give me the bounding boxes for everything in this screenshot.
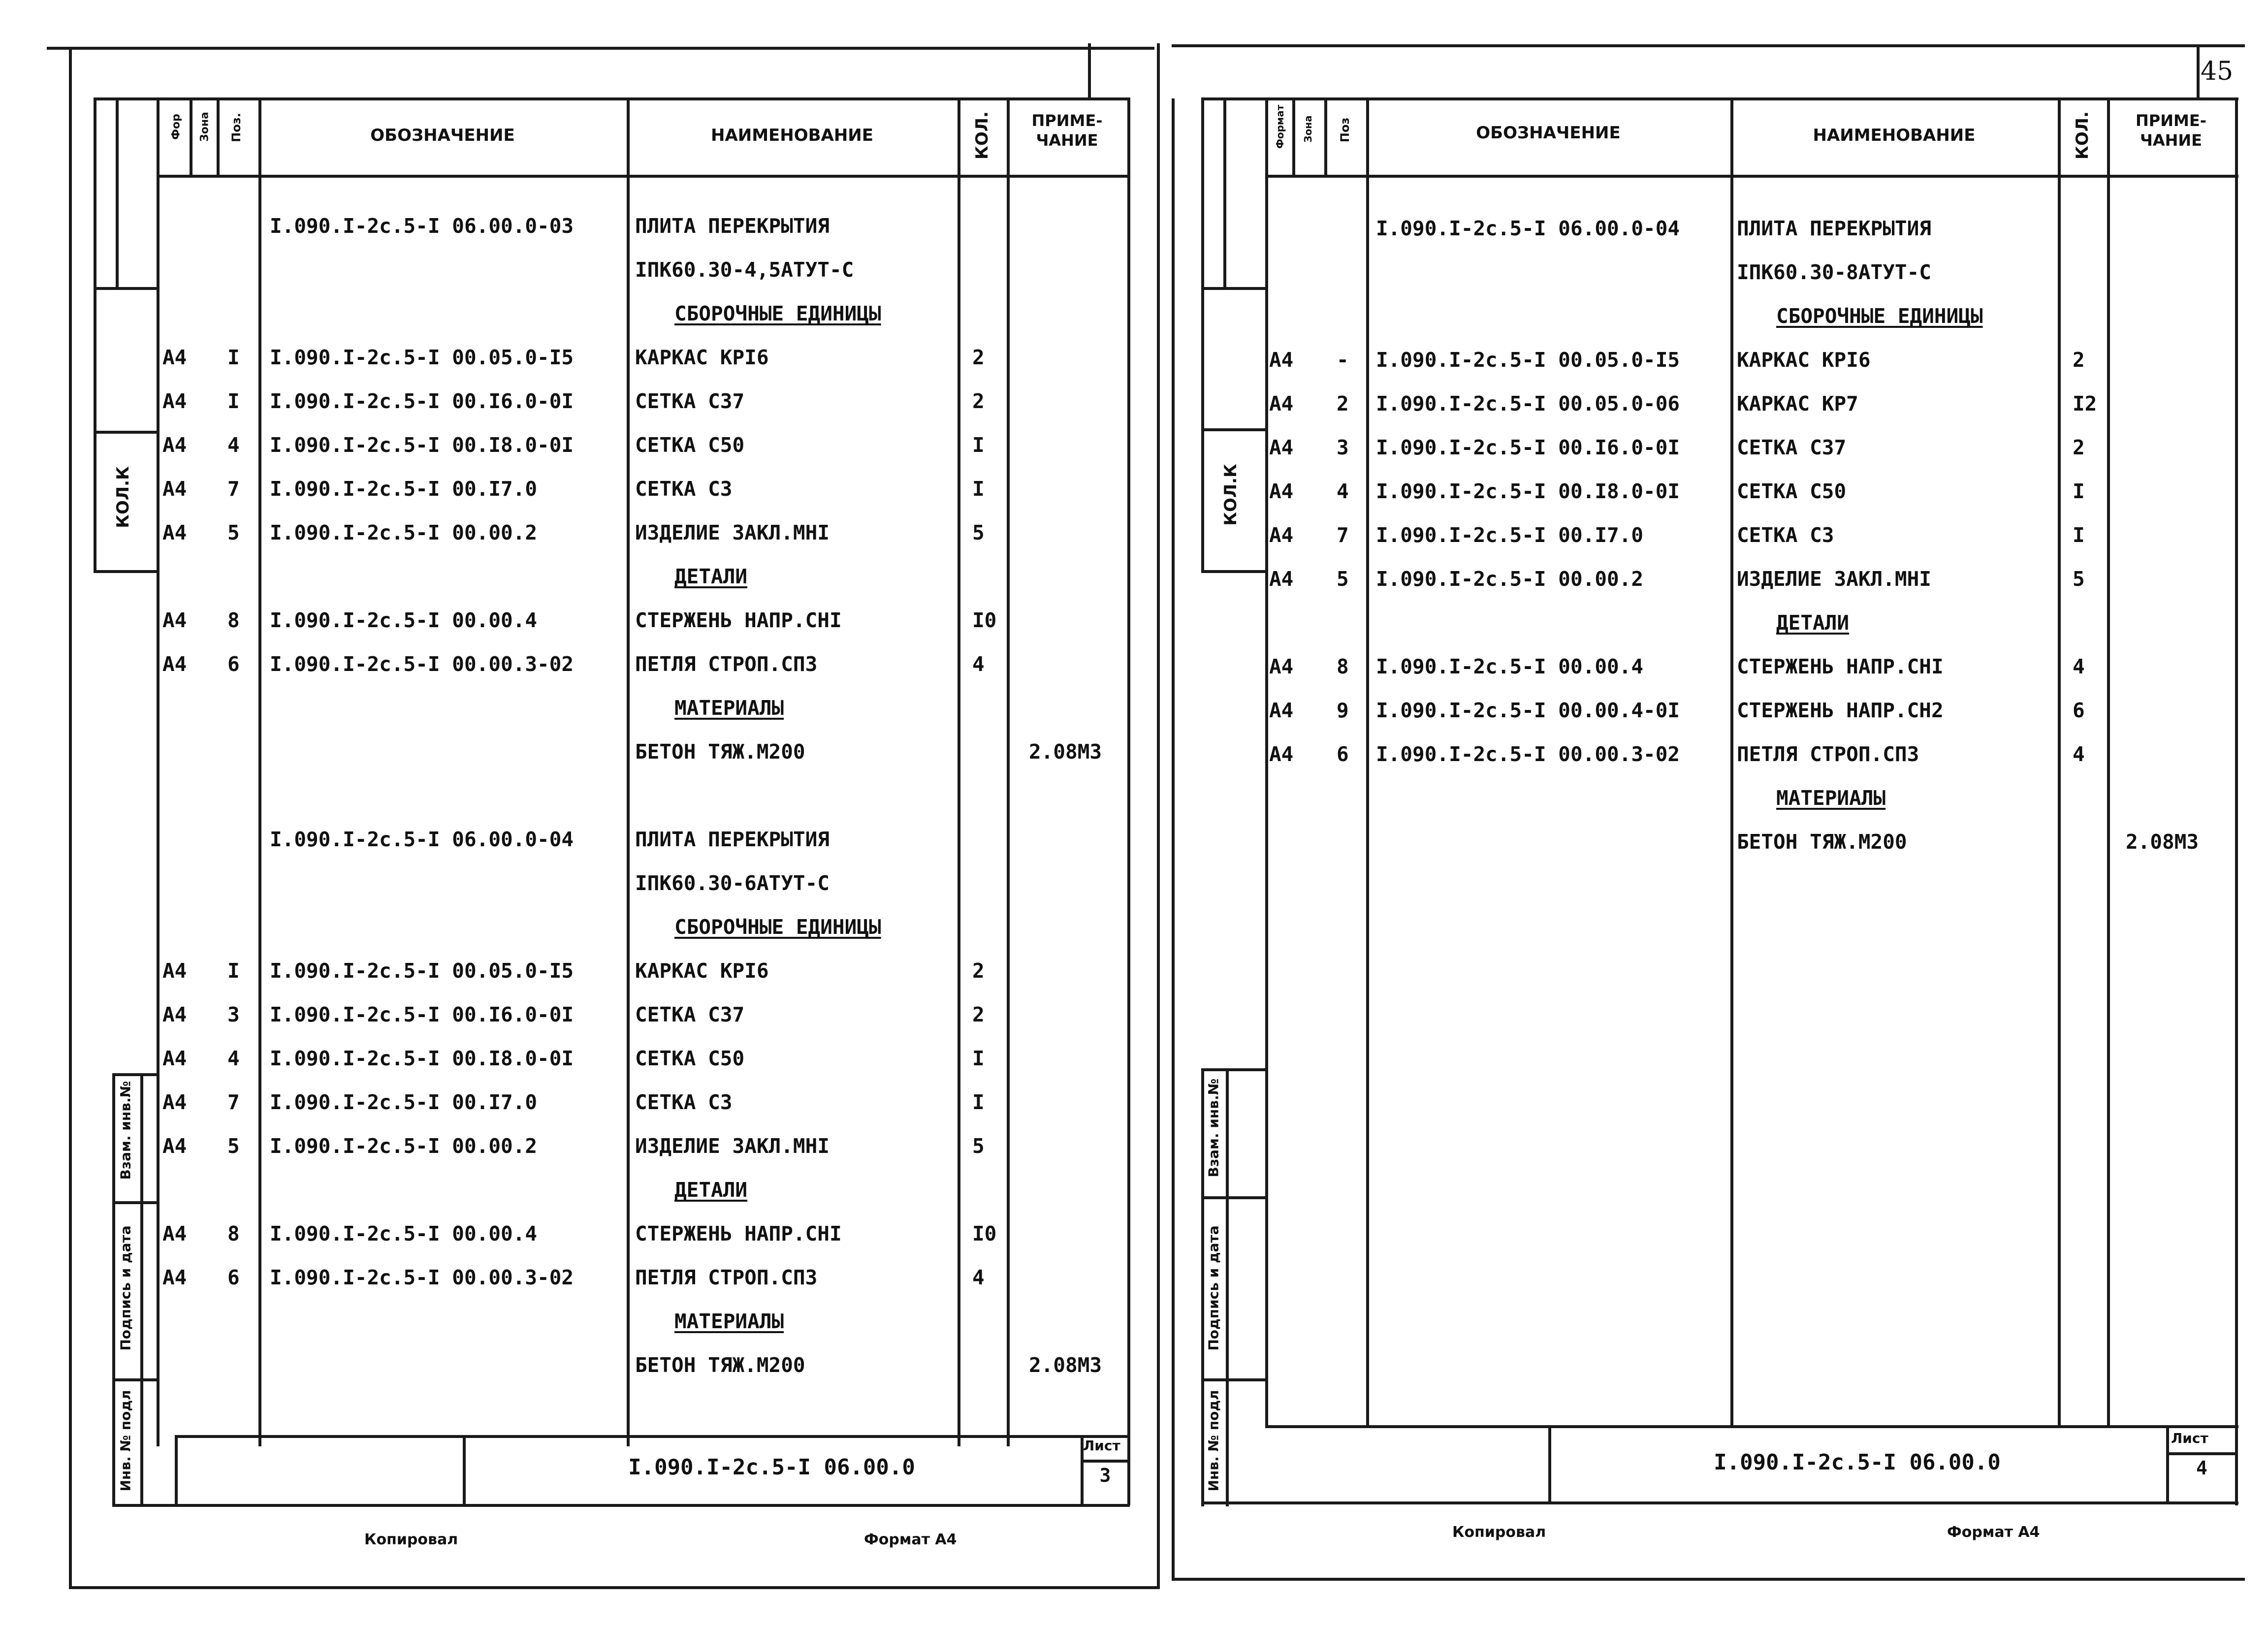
name-cell: СБОРОЧНЫЕ ЕДИНИЦЫ bbox=[674, 915, 881, 939]
format-cell: А4 bbox=[162, 521, 187, 544]
spec-row bbox=[0, 993, 2268, 1037]
format-cell: А4 bbox=[162, 1047, 187, 1070]
spec-row bbox=[0, 207, 2268, 251]
quantity-cell: I bbox=[972, 1090, 985, 1114]
format-cell: А4 bbox=[162, 433, 187, 457]
header-format: Фор bbox=[170, 114, 183, 140]
position-cell: 6 bbox=[227, 652, 240, 676]
table-border bbox=[1265, 175, 2238, 178]
stamp-border bbox=[1265, 1425, 2238, 1428]
designation-cell: I.090.I-2c.5-I 00.I7.0 bbox=[270, 477, 538, 501]
sheet-number: 3 bbox=[1099, 1465, 1111, 1486]
spec-row bbox=[0, 1037, 2268, 1081]
table-border bbox=[94, 97, 1130, 100]
designation-cell: I.090.I-2c.5-I 00.I8.0-0I bbox=[1376, 479, 1680, 503]
position-cell: 7 bbox=[227, 1090, 240, 1114]
spec-row bbox=[0, 601, 2268, 645]
spec-row bbox=[0, 426, 2268, 470]
format-cell: А4 bbox=[162, 1003, 187, 1026]
name-cell: СЕТКА С50 bbox=[1737, 479, 1847, 503]
name-cell: ПЕТЛЯ СТРОП.СП3 bbox=[1737, 742, 1919, 766]
quantity-cell: 2 bbox=[2073, 436, 2085, 459]
header-note: ПРИМЕ- ЧАНИЕ bbox=[1031, 111, 1103, 150]
position-cell: I bbox=[227, 346, 240, 369]
quantity-cell: I bbox=[2073, 479, 2085, 503]
position-cell: 5 bbox=[227, 521, 240, 544]
position-cell: 6 bbox=[227, 1266, 240, 1289]
spec-row bbox=[0, 776, 2268, 820]
designation-cell: I.090.I-2c.5-I 00.00.4-0I bbox=[1376, 699, 1680, 722]
name-cell: СЕТКА С37 bbox=[635, 1003, 745, 1026]
stamp-designation: I.090.I-2c.5-I 06.00.0 bbox=[1714, 1450, 2001, 1475]
position-cell: - bbox=[1337, 348, 1349, 372]
name-cell: СЕТКА С3 bbox=[635, 1090, 733, 1114]
designation-cell: I.090.I-2c.5-I 00.00.2 bbox=[270, 521, 538, 544]
spec-row bbox=[0, 1124, 2268, 1168]
stamp-border bbox=[175, 1435, 1130, 1438]
designation-cell: I.090.I-2c.5-I 00.00.4 bbox=[270, 1222, 538, 1245]
inv-podl-label: Инв. № подл bbox=[1205, 1390, 1222, 1492]
spec-row bbox=[0, 513, 2268, 557]
frame-line bbox=[2197, 44, 2200, 98]
spec-row bbox=[0, 470, 2268, 513]
kolik-label: КОЛ.К bbox=[1221, 464, 1241, 526]
format-cell: А4 bbox=[1269, 567, 1294, 591]
quantity-cell: 2 bbox=[2073, 348, 2085, 372]
format-cell: А4 bbox=[162, 1090, 187, 1114]
vzam-label: Взам. инв.№ bbox=[1205, 1078, 1222, 1178]
col-line bbox=[190, 97, 192, 176]
quantity-cell: 4 bbox=[972, 652, 985, 676]
designation-cell: I.090.I-2c.5-I 00.I7.0 bbox=[1376, 523, 1644, 547]
position-cell: 5 bbox=[1337, 567, 1349, 591]
position-cell: 8 bbox=[227, 1222, 240, 1245]
table-border bbox=[1201, 97, 2238, 100]
designation-cell: I.090.I-2c.5-I 00.I8.0-0I bbox=[270, 1047, 574, 1070]
quantity-cell: I bbox=[972, 477, 985, 501]
name-cell: ПЛИТА ПЕРЕКРЫТИЯ bbox=[635, 828, 830, 851]
position-cell: 6 bbox=[1337, 742, 1349, 766]
format-cell: А4 bbox=[162, 959, 187, 983]
position-cell: 8 bbox=[227, 608, 240, 632]
position-cell: I bbox=[227, 959, 240, 983]
format-cell: А4 bbox=[1269, 348, 1294, 372]
spec-row bbox=[0, 294, 2268, 338]
side-strip-line bbox=[1226, 1068, 1229, 1506]
name-cell: ДЕТАЛИ bbox=[1776, 611, 1850, 635]
position-cell: 3 bbox=[227, 1003, 240, 1026]
name-cell: IПК60.30-4,5АТУТ-С bbox=[635, 258, 854, 282]
designation-cell: I.090.I-2c.5-I 06.00.0-03 bbox=[270, 214, 574, 238]
designation-cell: I.090.I-2c.5-I 00.05.0-I5 bbox=[270, 959, 574, 983]
format-cell: А4 bbox=[1269, 655, 1294, 678]
position-cell: 4 bbox=[227, 433, 240, 457]
sheet-label: Лист bbox=[2171, 1430, 2208, 1446]
spec-row bbox=[0, 382, 2268, 426]
name-cell: ДЕТАЛИ bbox=[674, 565, 748, 588]
designation-cell: I.090.I-2c.5-I 00.I6.0-0I bbox=[270, 1003, 574, 1026]
name-cell: СЕТКА С37 bbox=[1737, 436, 1847, 459]
spec-row bbox=[0, 645, 2268, 689]
name-cell: СБОРОЧНЫЕ ЕДИНИЦЫ bbox=[1776, 304, 1983, 328]
format-cell: А4 bbox=[1269, 479, 1294, 503]
position-cell: 8 bbox=[1337, 655, 1349, 678]
spec-row bbox=[0, 862, 2268, 905]
spec-row bbox=[0, 251, 2268, 294]
format-cell: А4 bbox=[1269, 699, 1294, 722]
format-cell: А4 bbox=[1269, 436, 1294, 459]
header-note: ПРИМЕ- ЧАНИЕ bbox=[2136, 111, 2206, 150]
name-cell: КАРКАС КР7 bbox=[1737, 392, 1858, 415]
spec-row bbox=[0, 905, 2268, 949]
quantity-cell: 4 bbox=[2073, 655, 2085, 678]
frame-line bbox=[1172, 1578, 2245, 1581]
format-cell: А4 bbox=[162, 1134, 187, 1158]
header-designation: ОБОЗНАЧЕНИЕ bbox=[370, 126, 515, 145]
name-cell: СТЕРЖЕНЬ НАПР.СНI bbox=[635, 1222, 842, 1245]
name-cell: СЕТКА С37 bbox=[635, 389, 745, 413]
stamp-border bbox=[175, 1435, 178, 1506]
designation-cell: I.090.I-2c.5-I 00.00.4 bbox=[270, 608, 538, 632]
quantity-cell: 2 bbox=[972, 1003, 985, 1026]
designation-cell: I.090.I-2c.5-I 00.05.0-I5 bbox=[270, 346, 574, 369]
name-cell: ДЕТАЛИ bbox=[674, 1178, 748, 1202]
position-cell: 3 bbox=[1337, 436, 1349, 459]
quantity-cell: 5 bbox=[2073, 567, 2085, 591]
name-cell: СТЕРЖЕНЬ НАПР.СН2 bbox=[1737, 699, 1944, 722]
name-cell: СЕТКА С50 bbox=[635, 1047, 745, 1070]
vzam-label: Взам. инв.№ bbox=[117, 1081, 134, 1180]
quantity-cell: 6 bbox=[2073, 699, 2085, 722]
spec-row bbox=[0, 949, 2268, 993]
designation-cell: I.090.I-2c.5-I 00.00.2 bbox=[270, 1134, 538, 1158]
format-cell: А4 bbox=[162, 389, 187, 413]
designation-cell: I.090.I-2c.5-I 06.00.0-04 bbox=[270, 828, 574, 851]
sheet-number: 4 bbox=[2196, 1457, 2207, 1479]
format-label: Формат А4 bbox=[864, 1531, 957, 1548]
header-zone: Зона bbox=[198, 112, 211, 142]
format-cell: А4 bbox=[162, 608, 187, 632]
format-cell: А4 bbox=[162, 477, 187, 501]
quantity-cell: 2 bbox=[972, 389, 985, 413]
note-cell: 2.08М3 bbox=[1029, 1353, 1102, 1377]
name-cell: IПК60.30-6АТУТ-С bbox=[635, 871, 830, 895]
name-cell: БЕТОН ТЯЖ.М200 bbox=[1737, 830, 1907, 854]
name-cell: СБОРОЧНЫЕ ЕДИНИЦЫ bbox=[674, 302, 881, 325]
name-cell: ИЗДЕЛИЕ ЗАКЛ.МНI bbox=[635, 1134, 830, 1158]
quantity-cell: 5 bbox=[972, 1134, 985, 1158]
quantity-cell: 2 bbox=[972, 346, 985, 369]
designation-cell: I.090.I-2c.5-I 00.00.2 bbox=[1376, 567, 1644, 591]
name-cell: КАРКАС КРI6 bbox=[1737, 348, 1871, 372]
position-cell: 9 bbox=[1337, 699, 1349, 722]
stamp-border bbox=[1081, 1460, 1130, 1463]
name-cell: СЕТКА С3 bbox=[635, 477, 733, 501]
spec-row bbox=[0, 1256, 2268, 1300]
name-cell: КАРКАС КРI6 bbox=[635, 959, 769, 983]
designation-cell: I.090.I-2c.5-I 00.00.3-02 bbox=[270, 652, 574, 676]
copied-label: Копировал bbox=[364, 1531, 458, 1548]
quantity-cell: I bbox=[972, 1047, 985, 1070]
podpis-label: Подпись и дата bbox=[1205, 1225, 1222, 1351]
spec-row bbox=[0, 689, 2268, 733]
page-number: 45 bbox=[2201, 57, 2234, 86]
format-cell: А4 bbox=[162, 1222, 187, 1245]
position-cell: 4 bbox=[1337, 479, 1349, 503]
designation-cell: I.090.I-2c.5-I 00.I6.0-0I bbox=[270, 389, 574, 413]
format-cell: А4 bbox=[1269, 523, 1294, 547]
header-zone: Зона bbox=[1302, 115, 1314, 143]
header-pos: Поз bbox=[1338, 117, 1352, 143]
quantity-cell: I bbox=[2073, 523, 2085, 547]
name-cell: СЕТКА С3 bbox=[1737, 523, 1834, 547]
format-cell: А4 bbox=[162, 652, 187, 676]
col-line bbox=[1292, 97, 1295, 176]
spec-row bbox=[0, 733, 2268, 776]
name-cell: СТЕРЖЕНЬ НАПР.СНI bbox=[635, 608, 842, 632]
header-name: НАИМЕНОВАНИЕ bbox=[710, 126, 873, 145]
quantity-cell: 2 bbox=[972, 959, 985, 983]
position-cell: 5 bbox=[227, 1134, 240, 1158]
position-cell: 7 bbox=[227, 477, 240, 501]
designation-cell: I.090.I-2c.5-I 00.05.0-06 bbox=[1376, 392, 1680, 415]
name-cell: ПЛИТА ПЕРЕКРЫТИЯ bbox=[1737, 217, 1931, 240]
note-cell: 2.08М3 bbox=[2126, 830, 2199, 854]
quantity-cell: 4 bbox=[2073, 742, 2085, 766]
name-cell: СЕТКА С50 bbox=[635, 433, 745, 457]
podpis-label: Подпись и дата bbox=[117, 1225, 134, 1351]
frame-line bbox=[1088, 43, 1091, 97]
name-cell: ПЕТЛЯ СТРОП.СП3 bbox=[635, 652, 818, 676]
designation-cell: I.090.I-2c.5-I 00.05.0-I5 bbox=[1376, 348, 1680, 372]
designation-cell: I.090.I-2c.5-I 00.00.3-02 bbox=[270, 1266, 574, 1289]
note-cell: 2.08М3 bbox=[1029, 740, 1102, 764]
position-cell: 7 bbox=[1337, 523, 1349, 547]
sheet-label: Лист bbox=[1083, 1437, 1120, 1454]
frame-line bbox=[69, 1586, 1159, 1589]
name-cell: СТЕРЖЕНЬ НАПР.СНI bbox=[1737, 655, 1944, 678]
format-label: Формат А4 bbox=[1947, 1524, 2040, 1541]
spec-row bbox=[0, 820, 2268, 864]
quantity-cell: 4 bbox=[972, 1266, 985, 1289]
inv-podl-label: Инв. № подл bbox=[117, 1390, 134, 1492]
header-qty: КОЛ. bbox=[2073, 111, 2092, 160]
designation-cell: I.090.I-2c.5-I 00.I7.0 bbox=[270, 1090, 538, 1114]
spec-row bbox=[0, 557, 2268, 601]
name-cell: БЕТОН ТЯЖ.М200 bbox=[635, 740, 805, 764]
side-strip-line bbox=[1201, 1068, 1204, 1506]
spec-row bbox=[0, 1212, 2268, 1256]
header-format: Формат bbox=[1274, 104, 1286, 149]
format-cell: А4 bbox=[162, 1266, 187, 1289]
name-cell: ПЛИТА ПЕРЕКРЫТИЯ bbox=[635, 214, 830, 238]
name-cell: IПК60.30-8АТУТ-С bbox=[1737, 260, 1931, 284]
copied-label: Копировал bbox=[1452, 1524, 1546, 1541]
spec-row bbox=[0, 1081, 2268, 1124]
quantity-cell: I0 bbox=[972, 608, 997, 632]
table-border bbox=[157, 175, 1130, 178]
format-cell: А4 bbox=[1269, 742, 1294, 766]
header-qty: КОЛ. bbox=[972, 111, 992, 160]
spec-row bbox=[0, 1300, 2268, 1343]
spec-row bbox=[0, 1168, 2268, 1212]
stamp-border bbox=[2166, 1452, 2237, 1455]
header-designation: ОБОЗНАЧЕНИЕ bbox=[1476, 123, 1621, 143]
quantity-cell: I2 bbox=[2073, 392, 2097, 415]
side-strip-line bbox=[1201, 1196, 1268, 1199]
name-cell: МАТЕРИАЛЫ bbox=[674, 696, 784, 720]
spec-row bbox=[0, 338, 2268, 382]
stamp-designation: I.090.I-2c.5-I 06.00.0 bbox=[628, 1455, 915, 1480]
name-cell: ИЗДЕЛИЕ ЗАКЛ.МНI bbox=[635, 521, 830, 544]
position-cell: 4 bbox=[227, 1047, 240, 1070]
name-cell: МАТЕРИАЛЫ bbox=[1776, 786, 1886, 810]
position-cell: I bbox=[227, 389, 240, 413]
frame-line bbox=[1172, 44, 2245, 47]
quantity-cell: I bbox=[972, 433, 985, 457]
designation-cell: I.090.I-2c.5-I 00.I8.0-0I bbox=[270, 433, 574, 457]
position-cell: 2 bbox=[1337, 392, 1349, 415]
designation-cell: I.090.I-2c.5-I 00.00.3-02 bbox=[1376, 742, 1680, 766]
side-strip-line bbox=[1201, 1068, 1268, 1071]
spec-row bbox=[0, 1343, 2268, 1387]
name-cell: ИЗДЕЛИЕ ЗАКЛ.МНI bbox=[1737, 567, 1931, 591]
name-cell: БЕТОН ТЯЖ.М200 bbox=[635, 1353, 805, 1377]
quantity-cell: I0 bbox=[972, 1222, 997, 1245]
name-cell: ПЕТЛЯ СТРОП.СП3 bbox=[635, 1266, 818, 1289]
header-name: НАИМЕНОВАНИЕ bbox=[1813, 126, 1976, 145]
quantity-cell: 5 bbox=[972, 521, 985, 544]
designation-cell: I.090.I-2c.5-I 06.00.0-04 bbox=[1376, 217, 1680, 240]
format-cell: А4 bbox=[1269, 392, 1294, 415]
designation-cell: I.090.I-2c.5-I 00.00.4 bbox=[1376, 655, 1644, 678]
designation-cell: I.090.I-2c.5-I 00.I6.0-0I bbox=[1376, 436, 1680, 459]
kolik-label: КОЛ.К bbox=[113, 466, 133, 528]
name-cell: МАТЕРИАЛЫ bbox=[674, 1309, 784, 1333]
format-cell: А4 bbox=[162, 346, 187, 369]
header-pos: Поз. bbox=[229, 113, 243, 142]
col-line bbox=[1324, 97, 1327, 176]
frame-line bbox=[47, 47, 1154, 50]
stamp-border bbox=[1201, 1501, 2238, 1504]
name-cell: КАРКАС КРI6 bbox=[635, 346, 769, 369]
col-line bbox=[217, 97, 220, 176]
stamp-border bbox=[112, 1504, 1130, 1507]
